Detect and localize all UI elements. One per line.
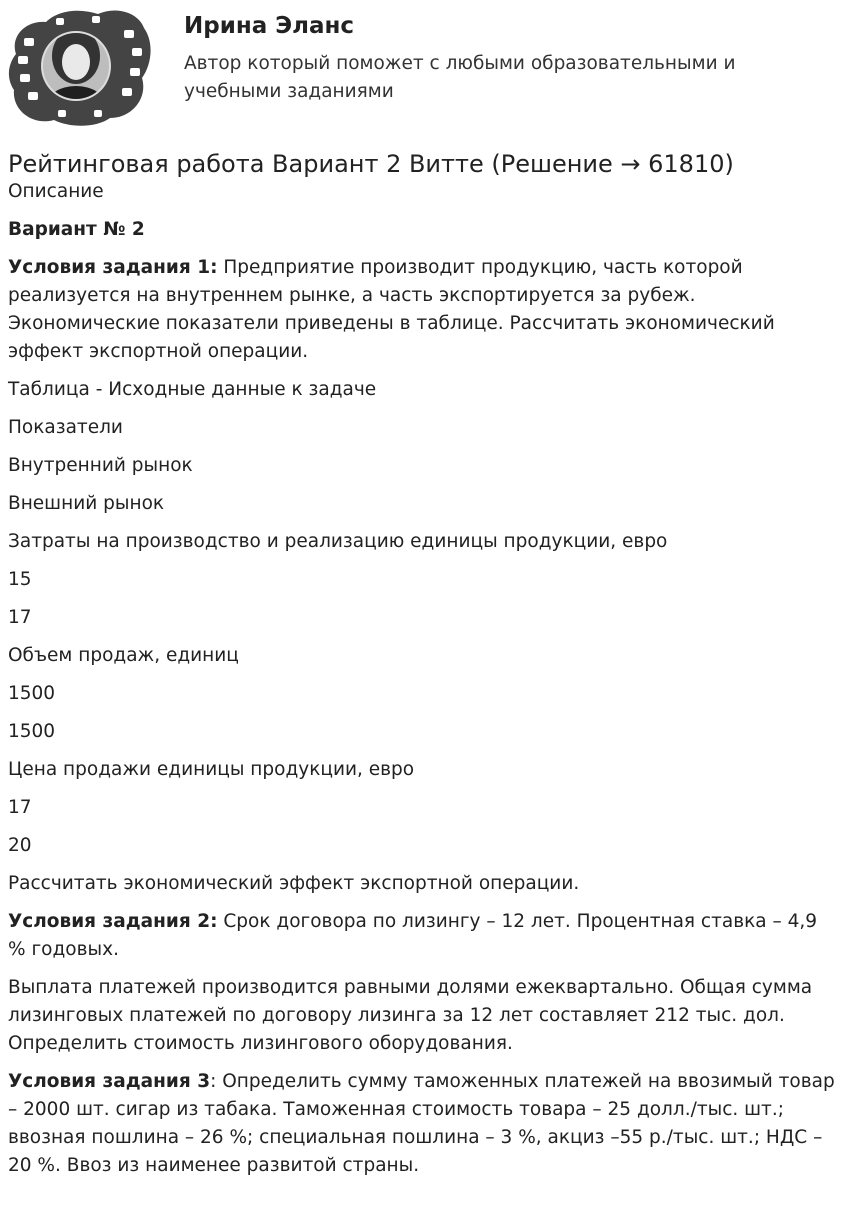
task1-text: Предприятие производит продукцию, часть которой реализуется на внутреннем рынке, а часть экспортируется за рубеж. Экономические показатели приведены в таблице. Рассчитать экономический эффект экспортной операции. [8,257,775,362]
author-header [0,0,847,140]
variant-label: Вариант № 2 [8,219,145,240]
table-line: 1500 [8,721,56,742]
table-line: 15 [8,569,32,590]
variant-heading [8,216,839,244]
table-line: Объем продаж, единиц [8,645,239,666]
task1-label: Условия задания 1: [8,257,218,278]
table-line: 20 [8,835,32,856]
task1-question: Рассчитать экономический эффект экспортной операции. [8,873,580,894]
author-avatar [6,6,152,128]
task2-details: Выплата платежей производится равными долями ежеквартально. Общая сумма лизинговых платежей по договору лизинга за 12 лет составляет 212 тыс. дол. Определить стоимость лизингового оборудования. [8,977,813,1054]
task3-text: : Определить сумму таможенных платежей на ввозимый товар – 2000 шт. сигар из табака. Таможенная стоимость товара – 25 долл./тыс. шт.; ввозная пошлина – 26 %; специальная пошлина – 3 %, акциз –55 р./тыс. шт.; НДС – 20 %. Ввоз из наименее развитой страны. [8,1071,835,1176]
document-title: Рейтинговая работа Вариант 2 Витте (Решение → 61810) [8,150,734,178]
section-label: Описание [8,181,104,202]
table-line: Цена продажи единицы продукции, евро [8,759,415,780]
table-line: 17 [8,607,32,628]
task2-label: Условия задания 2: [8,911,218,932]
table-line: Внутренний рынок [8,455,193,476]
table-caption: Таблица - Исходные данные к задаче [8,379,377,400]
author-description: Автор который поможет с любыми образовательными и учебными заданиями [184,53,736,102]
table-line: Показатели [8,417,123,438]
task3-paragraph [8,1068,839,1180]
task2-text: Срок договора по лизингу – 12 лет. Процентная ставка – 4,9 % годовых. [8,911,818,960]
task2-paragraph [8,908,839,964]
author-name: Ирина Эланс [184,13,355,39]
avatar-film-frame-icon [6,6,152,128]
task3-label: Условия задания 3 [8,1071,211,1092]
document-body [0,148,847,1180]
table-line: 1500 [8,683,56,704]
table-line: 17 [8,797,32,818]
task1-paragraph [8,254,839,366]
table-line: Внешний рынок [8,493,165,514]
table-line: Затраты на производство и реализацию единицы продукции, евро [8,531,668,552]
